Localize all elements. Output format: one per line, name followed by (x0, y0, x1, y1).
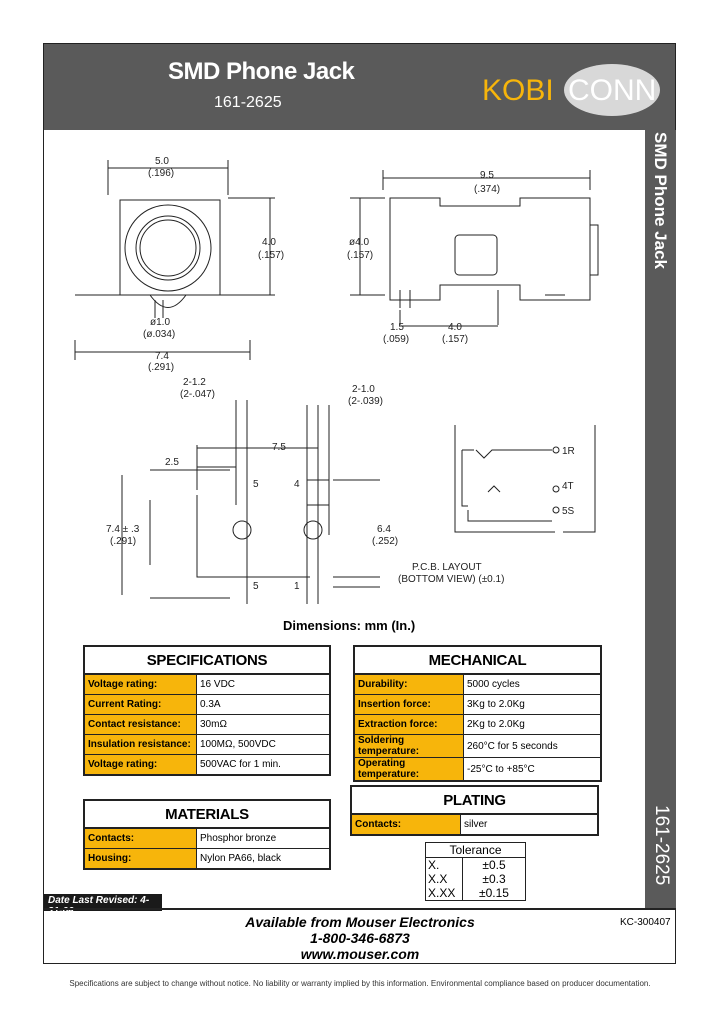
spec-value: 30mΩ (197, 715, 331, 735)
tolerance-value: ±0.15 (463, 886, 526, 901)
pcb-offset: 2.5 (165, 457, 179, 468)
mech-value: 5000 cycles (464, 674, 602, 695)
document-code: KC-300407 (620, 917, 671, 928)
logo-kobi: KOBI (482, 74, 554, 107)
pcb-height-in: (.291) (110, 536, 137, 547)
front-width-in: (.196) (148, 168, 175, 179)
pcb-pad1-mm: 2-1.2 (183, 377, 206, 388)
pcb-layout-sub: (BOTTOM VIEW) (±0.1) (398, 574, 505, 585)
plating-table (350, 785, 599, 836)
mech-key: Durability: (354, 674, 464, 695)
schematic-drawing (455, 425, 595, 532)
schematic-pin-5s: 5S (562, 506, 575, 517)
pcb-layout-drawing (106, 377, 504, 604)
date-revised: Date Last Revised: 4-21-06 (44, 894, 162, 911)
pcb-inner-in: (.252) (372, 536, 399, 547)
side-view-drawing (347, 170, 598, 345)
side-a-mm: 1.5 (390, 322, 404, 333)
plating-title: PLATING (351, 786, 598, 814)
plating-key: Contacts: (351, 814, 461, 835)
spec-key: Current Rating: (84, 695, 197, 715)
mech-key: Extraction force: (354, 715, 464, 735)
mech-key: Insertion force: (354, 695, 464, 715)
front-height-in: (.157) (258, 250, 285, 261)
front-overall-mm: 7.4 (155, 351, 169, 362)
mech-value: 2Kg to 2.0Kg (464, 715, 602, 735)
pcb-pin-5-bottom: 5 (253, 581, 259, 592)
pcb-height-mm: 7.4 ± .3 (106, 524, 140, 535)
pcb-pad2-mm: 2-1.0 (352, 384, 375, 395)
pcb-pin-1: 1 (294, 581, 300, 592)
spec-value: 16 VDC (197, 674, 331, 695)
page-title: SMD Phone Jack (168, 58, 355, 85)
side-dia-in: (.157) (347, 250, 374, 261)
pcb-pin-5-top: 5 (253, 479, 259, 490)
front-hole-in: (ø.034) (143, 329, 176, 340)
tolerance-value: ±0.5 (463, 858, 526, 873)
spec-value: 0.3A (197, 695, 331, 715)
dimensions-note: Dimensions: mm (In.) (283, 618, 416, 633)
footer-website[interactable]: www.mouser.com (300, 946, 420, 962)
logo-conn: CONN (568, 74, 657, 107)
tolerance-key: X.XX (426, 886, 463, 901)
front-height-mm: 4.0 (262, 237, 276, 248)
mech-value: 260°C for 5 seconds (464, 735, 602, 758)
side-b-in: (.157) (442, 334, 469, 345)
front-width-mm: 5.0 (155, 156, 169, 167)
tolerance-key: X.X (426, 872, 463, 886)
side-length-in: (.374) (474, 184, 501, 195)
schematic-pin-4t: 4T (562, 481, 574, 492)
pcb-pin-4: 4 (294, 479, 300, 490)
pcb-pad2-in: (2-.039) (348, 396, 384, 407)
side-title: SMD Phone Jack (651, 132, 670, 269)
footer-divider (44, 908, 676, 910)
tolerance-key: X. (426, 858, 463, 873)
mechanical-title: MECHANICAL (354, 646, 601, 674)
tolerance-value: ±0.3 (463, 872, 526, 886)
front-hole-mm: ø1.0 (150, 317, 171, 328)
side-part-number: 161-2625 (651, 805, 672, 886)
side-a-in: (.059) (383, 334, 410, 345)
mech-key: Operating temperature: (354, 758, 464, 782)
schematic-pin-1r: 1R (562, 446, 575, 457)
side-length-mm: 9.5 (480, 170, 494, 181)
plating-value: silver (461, 814, 599, 835)
footer-available: Available from Mouser Electronics (245, 914, 475, 930)
disclaimer: Specifications are subject to change without notice. No liability or warranty implied by this information. Environmental compliance based on producer documentation. (69, 979, 651, 988)
front-overall-in: (.291) (148, 362, 175, 373)
spec-key: Contact resistance: (84, 715, 197, 735)
pcb-layout-label: P.C.B. LAYOUT (412, 562, 482, 573)
footer-phone[interactable]: 1-800-346-6873 (310, 930, 410, 946)
mech-key: Soldering temperature: (354, 735, 464, 758)
materials-title: MATERIALS (84, 800, 330, 828)
side-b-mm: 4.0 (448, 322, 462, 333)
tolerance-table (425, 842, 526, 901)
mech-value: 3Kg to 2.0Kg (464, 695, 602, 715)
material-key: Housing: (84, 849, 197, 870)
tolerance-title: Tolerance (426, 843, 526, 858)
spec-key: Insulation resistance: (84, 735, 197, 755)
material-value: Nylon PA66, black (197, 849, 331, 870)
material-value: Phosphor bronze (197, 828, 331, 849)
spec-value: 100MΩ, 500VDC (197, 735, 331, 755)
pcb-inner-mm: 6.4 (377, 524, 391, 535)
specifications-table (83, 645, 331, 776)
spec-value: 500VAC for 1 min. (197, 755, 331, 776)
specifications-title: SPECIFICATIONS (84, 646, 330, 674)
material-key: Contacts: (84, 828, 197, 849)
pcb-pad1-in: (2-.047) (180, 389, 216, 400)
mech-value: -25°C to +85°C (464, 758, 602, 782)
mechanical-table (353, 645, 602, 782)
spec-key: Voltage rating: (84, 755, 197, 776)
materials-table (83, 799, 331, 870)
spec-key: Voltage rating: (84, 674, 197, 695)
part-number: 161-2625 (214, 94, 282, 111)
pcb-span: 7.5 (272, 442, 286, 453)
side-dia-mm: ø4.0 (349, 237, 370, 248)
front-view-drawing (75, 156, 284, 373)
